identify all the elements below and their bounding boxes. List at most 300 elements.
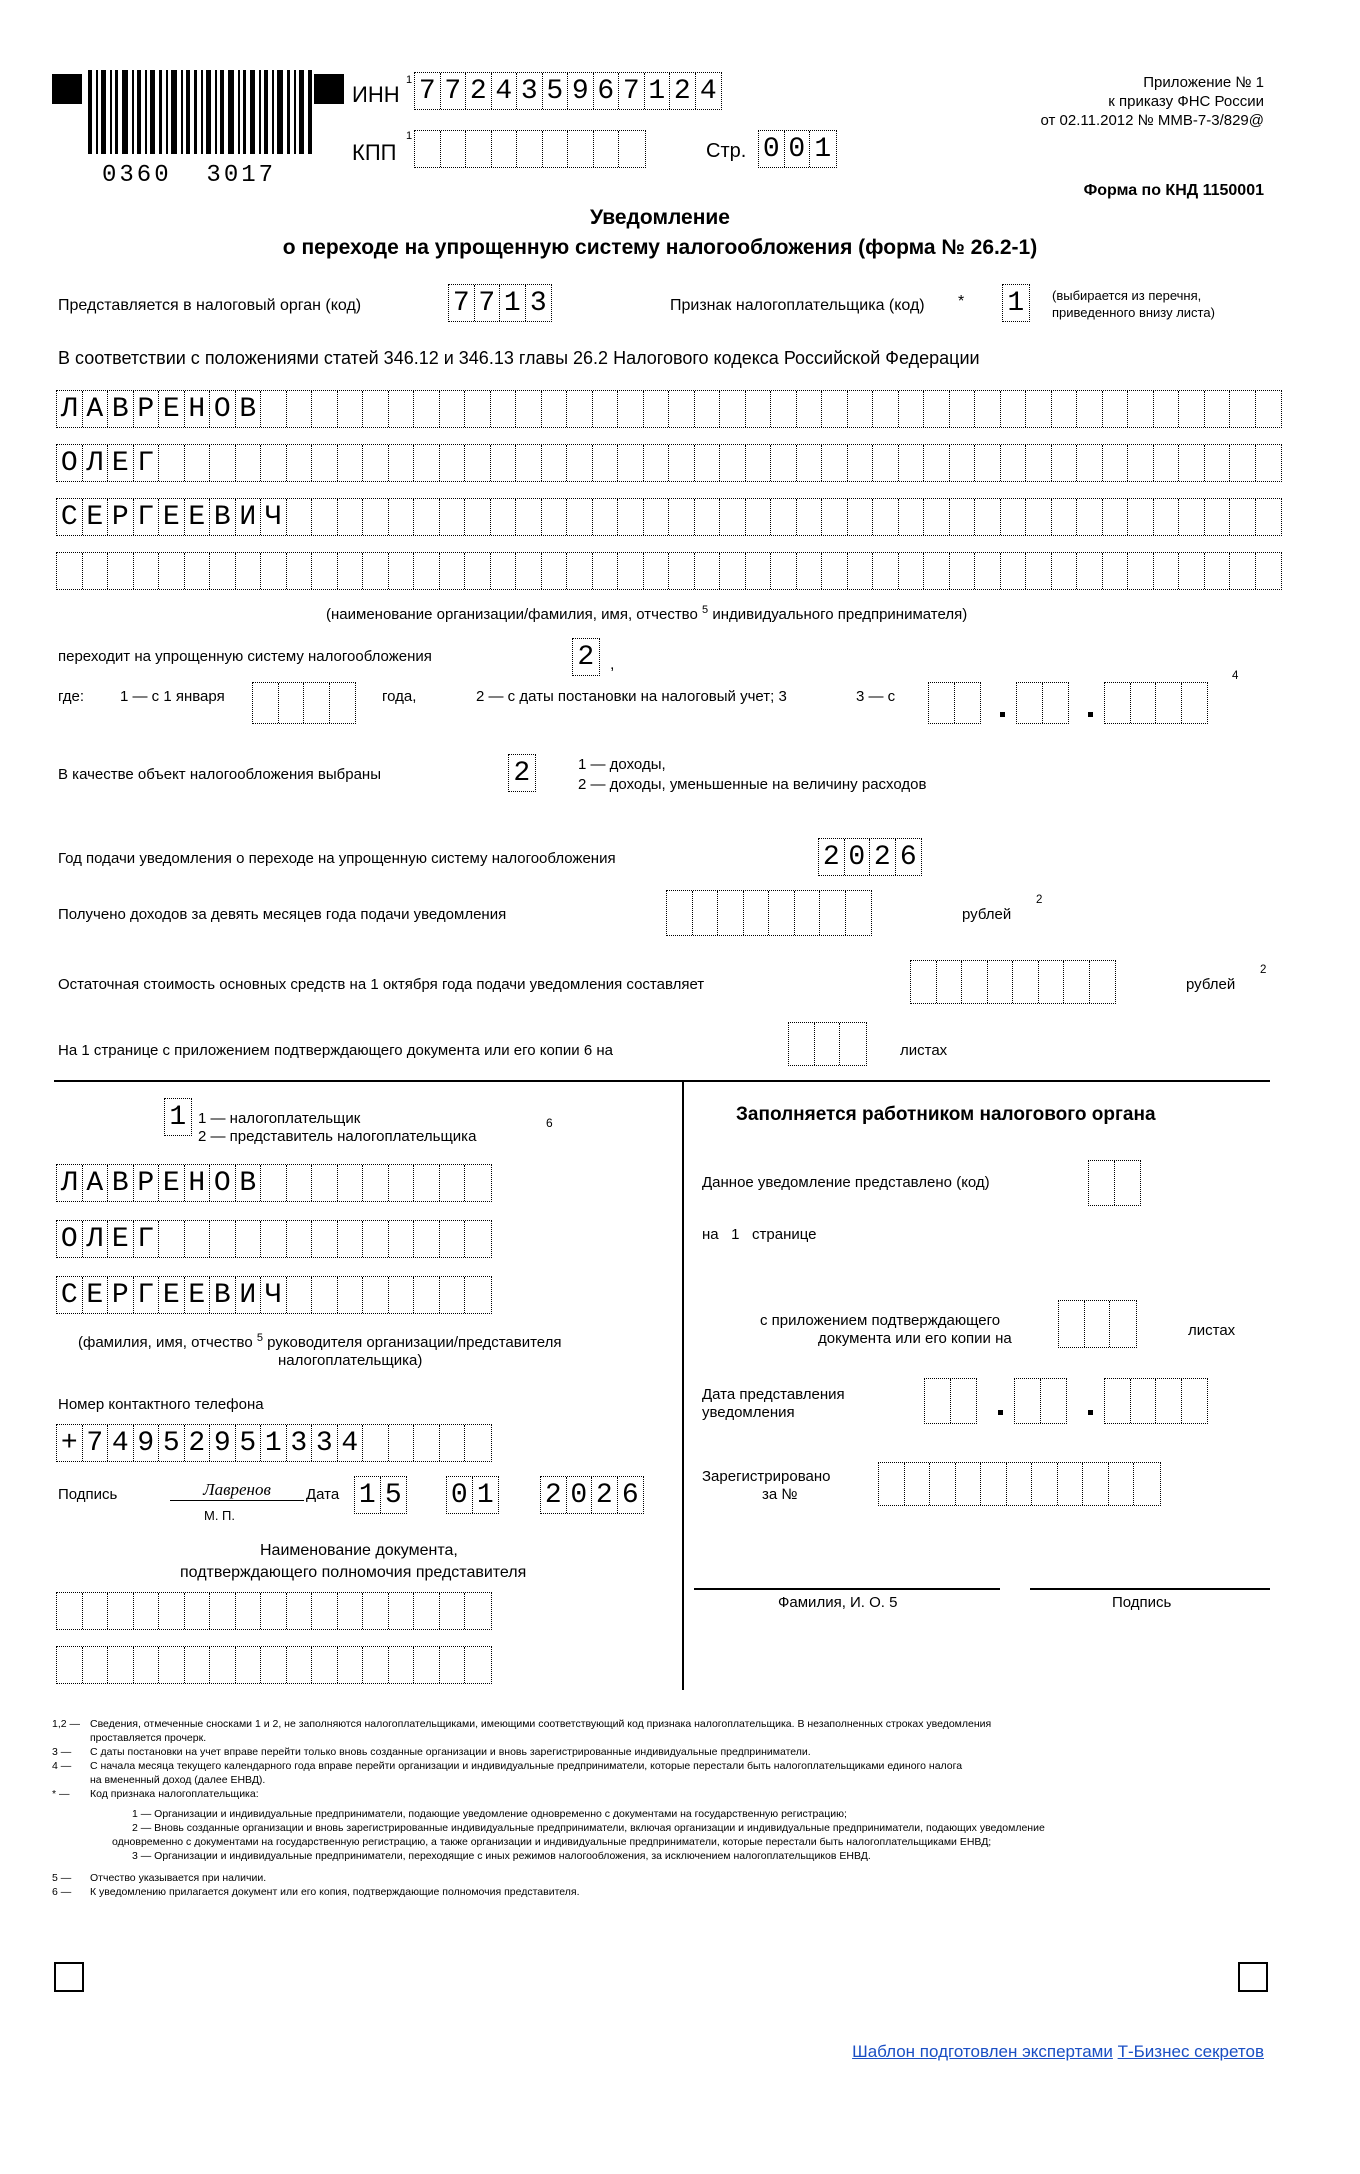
char-cell[interactable] <box>363 1647 389 1683</box>
char-cell[interactable] <box>465 1647 491 1683</box>
char-cell[interactable] <box>1182 1379 1208 1423</box>
char-cell[interactable] <box>669 553 695 589</box>
char-cell[interactable] <box>1090 961 1116 1003</box>
char-cell[interactable] <box>261 1165 287 1201</box>
char-cell[interactable] <box>1026 445 1052 481</box>
char-cell[interactable] <box>789 1023 815 1065</box>
char-cell[interactable] <box>1179 499 1205 535</box>
char-cell[interactable] <box>1077 445 1103 481</box>
char-cell[interactable]: + <box>57 1425 83 1461</box>
char-cell[interactable]: О <box>57 445 83 481</box>
char-cell[interactable] <box>414 1647 440 1683</box>
char-cell[interactable] <box>873 499 899 535</box>
char-cell[interactable] <box>516 445 542 481</box>
char-cell[interactable] <box>593 391 619 427</box>
char-cell[interactable] <box>414 445 440 481</box>
char-cell[interactable]: О <box>210 391 236 427</box>
char-cell[interactable]: Ч <box>261 1277 287 1313</box>
char-cell[interactable] <box>304 683 330 723</box>
char-cell[interactable] <box>1026 499 1052 535</box>
char-cell[interactable] <box>440 1165 466 1201</box>
char-cell[interactable] <box>57 553 83 589</box>
date-month-cells[interactable] <box>446 1476 499 1514</box>
char-cell[interactable]: Г <box>134 445 160 481</box>
char-cell[interactable] <box>441 131 467 167</box>
char-cell[interactable] <box>363 1277 389 1313</box>
opt3-month-cells[interactable] <box>1016 682 1069 724</box>
char-cell[interactable] <box>287 1593 313 1629</box>
char-cell[interactable] <box>185 445 211 481</box>
char-cell[interactable]: Р <box>108 499 134 535</box>
char-cell[interactable]: 7 <box>475 285 501 321</box>
char-cell[interactable] <box>414 1277 440 1313</box>
phone-cells[interactable] <box>56 1424 492 1462</box>
char-cell[interactable] <box>1052 445 1078 481</box>
char-cell[interactable] <box>516 553 542 589</box>
char-cell[interactable] <box>618 553 644 589</box>
char-cell[interactable] <box>338 553 364 589</box>
char-cell[interactable] <box>950 391 976 427</box>
char-cell[interactable] <box>950 499 976 535</box>
char-cell[interactable] <box>516 391 542 427</box>
char-cell[interactable] <box>962 961 988 1003</box>
char-cell[interactable] <box>1154 553 1180 589</box>
char-cell[interactable]: И <box>236 499 262 535</box>
char-cell[interactable] <box>720 499 746 535</box>
char-cell[interactable] <box>879 1463 905 1505</box>
jan-year-cells[interactable] <box>252 682 356 724</box>
char-cell[interactable]: Н <box>185 391 211 427</box>
char-cell[interactable] <box>465 1593 491 1629</box>
char-cell[interactable] <box>465 1425 491 1461</box>
taxpayer-sign-cells[interactable] <box>1002 284 1030 322</box>
char-cell[interactable] <box>414 1593 440 1629</box>
char-cell[interactable] <box>1103 553 1129 589</box>
char-cell[interactable]: 2 <box>670 73 696 109</box>
char-cell[interactable] <box>905 1463 931 1505</box>
name-line4-cells[interactable] <box>56 552 1282 590</box>
char-cell[interactable] <box>899 553 925 589</box>
char-cell[interactable]: Е <box>185 499 211 535</box>
char-cell[interactable] <box>414 391 440 427</box>
char-cell[interactable]: 6 <box>899 842 917 873</box>
char-cell[interactable] <box>287 499 313 535</box>
char-cell[interactable] <box>261 553 287 589</box>
char-cell[interactable] <box>338 1165 364 1201</box>
char-cell[interactable] <box>338 499 364 535</box>
char-cell[interactable] <box>771 445 797 481</box>
char-cell[interactable] <box>159 1647 185 1683</box>
char-cell[interactable] <box>848 391 874 427</box>
char-cell[interactable]: В <box>210 499 236 535</box>
char-cell[interactable] <box>644 391 670 427</box>
char-cell[interactable] <box>492 131 518 167</box>
char-cell[interactable] <box>899 391 925 427</box>
char-cell[interactable] <box>1105 683 1131 723</box>
char-cell[interactable] <box>1115 1161 1141 1205</box>
char-cell[interactable] <box>491 391 517 427</box>
char-cell[interactable] <box>57 1593 83 1629</box>
char-cell[interactable] <box>517 131 543 167</box>
char-cell[interactable]: Р <box>108 1277 134 1313</box>
char-cell[interactable] <box>797 499 823 535</box>
char-cell[interactable] <box>261 1593 287 1629</box>
char-cell[interactable] <box>338 1221 364 1257</box>
char-cell[interactable]: О <box>57 1221 83 1257</box>
char-cell[interactable] <box>338 445 364 481</box>
char-cell[interactable] <box>389 391 415 427</box>
char-cell[interactable]: 4 <box>492 73 518 109</box>
char-cell[interactable] <box>338 1647 364 1683</box>
char-cell[interactable] <box>1128 445 1154 481</box>
footer-link-text[interactable]: Шаблон подготовлен экспертами <box>852 2042 1113 2061</box>
char-cell[interactable] <box>134 1647 160 1683</box>
char-cell[interactable] <box>414 499 440 535</box>
char-cell[interactable] <box>924 391 950 427</box>
char-cell[interactable] <box>820 891 846 935</box>
char-cell[interactable] <box>440 391 466 427</box>
char-cell[interactable]: В <box>236 1165 262 1201</box>
char-cell[interactable]: И <box>236 1277 262 1313</box>
char-cell[interactable] <box>1043 683 1069 723</box>
char-cell[interactable] <box>695 391 721 427</box>
char-cell[interactable] <box>975 445 1001 481</box>
char-cell[interactable]: Е <box>108 445 134 481</box>
char-cell[interactable] <box>185 1593 211 1629</box>
char-cell[interactable]: В <box>108 391 134 427</box>
char-cell[interactable] <box>644 445 670 481</box>
char-cell[interactable]: Л <box>57 1165 83 1201</box>
char-cell[interactable] <box>363 445 389 481</box>
char-cell[interactable] <box>261 1221 287 1257</box>
char-cell[interactable] <box>1256 391 1282 427</box>
char-cell[interactable] <box>1154 445 1180 481</box>
char-cell[interactable] <box>440 1277 466 1313</box>
char-cell[interactable] <box>848 445 874 481</box>
char-cell[interactable]: 0 <box>785 131 811 167</box>
char-cell[interactable] <box>720 445 746 481</box>
char-cell[interactable] <box>465 1165 491 1201</box>
char-cell[interactable] <box>210 1221 236 1257</box>
char-cell[interactable] <box>543 131 569 167</box>
char-cell[interactable]: 5 <box>543 73 569 109</box>
income-cells[interactable] <box>666 890 872 936</box>
char-cell[interactable] <box>746 499 772 535</box>
char-cell[interactable] <box>1154 391 1180 427</box>
char-cell[interactable] <box>1007 1463 1033 1505</box>
char-cell[interactable] <box>338 1277 364 1313</box>
char-cell[interactable] <box>542 553 568 589</box>
char-cell[interactable] <box>644 553 670 589</box>
char-cell[interactable] <box>465 1277 491 1313</box>
char-cell[interactable] <box>440 1593 466 1629</box>
char-cell[interactable]: Р <box>134 391 160 427</box>
signer-line3-cells[interactable] <box>56 1276 492 1314</box>
object-cells[interactable] <box>508 754 536 792</box>
char-cell[interactable] <box>873 445 899 481</box>
char-cell[interactable] <box>669 445 695 481</box>
char-cell[interactable]: Е <box>159 499 185 535</box>
char-cell[interactable] <box>815 1023 841 1065</box>
char-cell[interactable]: 1 <box>1007 288 1025 319</box>
char-cell[interactable] <box>108 553 134 589</box>
char-cell[interactable]: 9 <box>210 1425 236 1461</box>
char-cell[interactable] <box>1077 391 1103 427</box>
char-cell[interactable] <box>1017 683 1043 723</box>
char-cell[interactable] <box>1205 391 1231 427</box>
char-cell[interactable] <box>797 391 823 427</box>
char-cell[interactable] <box>567 445 593 481</box>
char-cell[interactable]: 1 <box>169 1102 187 1133</box>
char-cell[interactable] <box>1085 1301 1111 1347</box>
signer-line2-cells[interactable] <box>56 1220 492 1258</box>
char-cell[interactable] <box>822 553 848 589</box>
tax-authority-code-cells[interactable] <box>448 284 552 322</box>
char-cell[interactable] <box>287 553 313 589</box>
char-cell[interactable] <box>1059 1301 1085 1347</box>
char-cell[interactable] <box>618 445 644 481</box>
char-cell[interactable]: 0 <box>845 839 871 875</box>
char-cell[interactable] <box>1052 553 1078 589</box>
char-cell[interactable] <box>930 1463 956 1505</box>
office-attach-cells[interactable] <box>1058 1300 1137 1348</box>
char-cell[interactable] <box>159 1593 185 1629</box>
char-cell[interactable] <box>389 1425 415 1461</box>
char-cell[interactable]: 7 <box>83 1425 109 1461</box>
char-cell[interactable] <box>338 1593 364 1629</box>
office-reg-cells[interactable] <box>878 1462 1161 1506</box>
signer-line1-cells[interactable] <box>56 1164 492 1202</box>
char-cell[interactable] <box>465 553 491 589</box>
char-cell[interactable] <box>695 499 721 535</box>
char-cell[interactable] <box>568 131 594 167</box>
char-cell[interactable] <box>975 553 1001 589</box>
char-cell[interactable] <box>363 1165 389 1201</box>
char-cell[interactable] <box>1179 445 1205 481</box>
char-cell[interactable]: 6 <box>594 73 620 109</box>
char-cell[interactable] <box>1105 1379 1131 1423</box>
char-cell[interactable] <box>236 1647 262 1683</box>
char-cell[interactable] <box>899 445 925 481</box>
date-day-cells[interactable] <box>354 1476 407 1514</box>
char-cell[interactable]: 9 <box>568 73 594 109</box>
char-cell[interactable] <box>1205 445 1231 481</box>
char-cell[interactable] <box>236 1221 262 1257</box>
char-cell[interactable] <box>593 445 619 481</box>
char-cell[interactable] <box>414 1425 440 1461</box>
char-cell[interactable] <box>950 553 976 589</box>
opt3-day-cells[interactable] <box>928 682 981 724</box>
char-cell[interactable] <box>848 553 874 589</box>
name-line1-cells[interactable] <box>56 390 1282 428</box>
char-cell[interactable]: Л <box>83 445 109 481</box>
char-cell[interactable] <box>287 391 313 427</box>
char-cell[interactable] <box>797 553 823 589</box>
char-cell[interactable] <box>389 445 415 481</box>
char-cell[interactable] <box>185 1221 211 1257</box>
char-cell[interactable] <box>1156 683 1182 723</box>
char-cell[interactable] <box>1039 961 1065 1003</box>
char-cell[interactable] <box>414 553 440 589</box>
char-cell[interactable] <box>312 553 338 589</box>
char-cell[interactable] <box>363 1593 389 1629</box>
char-cell[interactable] <box>1052 391 1078 427</box>
char-cell[interactable]: 1 <box>476 1480 494 1511</box>
char-cell[interactable]: Е <box>83 1277 109 1313</box>
char-cell[interactable] <box>822 391 848 427</box>
char-cell[interactable]: 0 <box>759 131 785 167</box>
char-cell[interactable]: В <box>236 391 262 427</box>
char-cell[interactable] <box>1001 391 1027 427</box>
char-cell[interactable]: 3 <box>287 1425 313 1461</box>
assets-cells[interactable] <box>910 960 1116 1004</box>
char-cell[interactable] <box>1128 499 1154 535</box>
char-cell[interactable]: Е <box>159 1277 185 1313</box>
char-cell[interactable] <box>1109 1463 1135 1505</box>
char-cell[interactable] <box>1001 553 1027 589</box>
office-date-day-cells[interactable] <box>924 1378 977 1424</box>
char-cell[interactable]: 9 <box>134 1425 160 1461</box>
char-cell[interactable] <box>253 683 279 723</box>
char-cell[interactable]: 4 <box>338 1425 364 1461</box>
char-cell[interactable] <box>975 391 1001 427</box>
char-cell[interactable]: Ч <box>261 499 287 535</box>
char-cell[interactable] <box>185 553 211 589</box>
char-cell[interactable]: 2 <box>592 1477 618 1513</box>
year-cells[interactable] <box>818 838 922 876</box>
char-cell[interactable] <box>414 1221 440 1257</box>
char-cell[interactable] <box>795 891 821 935</box>
char-cell[interactable] <box>210 445 236 481</box>
char-cell[interactable] <box>1256 553 1282 589</box>
office-date-year-cells[interactable] <box>1104 1378 1208 1424</box>
char-cell[interactable]: 5 <box>159 1425 185 1461</box>
kpp-cells[interactable] <box>414 130 646 168</box>
char-cell[interactable] <box>312 445 338 481</box>
char-cell[interactable]: 2 <box>513 758 531 789</box>
char-cell[interactable]: В <box>108 1165 134 1201</box>
char-cell[interactable] <box>389 1647 415 1683</box>
char-cell[interactable] <box>389 499 415 535</box>
char-cell[interactable] <box>771 391 797 427</box>
char-cell[interactable] <box>695 553 721 589</box>
char-cell[interactable] <box>899 499 925 535</box>
char-cell[interactable] <box>1026 553 1052 589</box>
char-cell[interactable] <box>669 499 695 535</box>
char-cell[interactable] <box>693 891 719 935</box>
char-cell[interactable] <box>159 553 185 589</box>
char-cell[interactable] <box>929 683 955 723</box>
char-cell[interactable] <box>312 499 338 535</box>
char-cell[interactable] <box>440 553 466 589</box>
char-cell[interactable] <box>975 499 1001 535</box>
char-cell[interactable] <box>667 891 693 935</box>
char-cell[interactable] <box>440 1647 466 1683</box>
char-cell[interactable] <box>363 391 389 427</box>
char-cell[interactable] <box>924 499 950 535</box>
char-cell[interactable] <box>312 1647 338 1683</box>
footer-brand-text[interactable]: Т-Бизнес секретов <box>1117 2042 1264 2061</box>
char-cell[interactable] <box>822 499 848 535</box>
char-cell[interactable] <box>746 445 772 481</box>
char-cell[interactable] <box>236 1593 262 1629</box>
char-cell[interactable] <box>746 553 772 589</box>
office-submitted-cells[interactable] <box>1088 1160 1141 1206</box>
char-cell[interactable] <box>840 1023 866 1065</box>
char-cell[interactable] <box>1026 391 1052 427</box>
char-cell[interactable] <box>1064 961 1090 1003</box>
char-cell[interactable] <box>542 499 568 535</box>
char-cell[interactable] <box>988 961 1014 1003</box>
char-cell[interactable] <box>363 1221 389 1257</box>
char-cell[interactable] <box>950 445 976 481</box>
char-cell[interactable]: Е <box>185 1277 211 1313</box>
char-cell[interactable] <box>644 499 670 535</box>
char-cell[interactable] <box>924 445 950 481</box>
char-cell[interactable] <box>389 1221 415 1257</box>
char-cell[interactable] <box>1015 1379 1041 1423</box>
char-cell[interactable] <box>1103 391 1129 427</box>
char-cell[interactable] <box>465 391 491 427</box>
char-cell[interactable]: А <box>83 1165 109 1201</box>
char-cell[interactable] <box>1154 499 1180 535</box>
doc-line1-cells[interactable] <box>56 1592 492 1630</box>
char-cell[interactable]: 2 <box>466 73 492 109</box>
char-cell[interactable] <box>185 1647 211 1683</box>
char-cell[interactable]: С <box>57 499 83 535</box>
char-cell[interactable] <box>848 499 874 535</box>
char-cell[interactable] <box>491 553 517 589</box>
char-cell[interactable] <box>1089 1161 1115 1205</box>
char-cell[interactable] <box>465 499 491 535</box>
char-cell[interactable] <box>1230 553 1256 589</box>
char-cell[interactable] <box>261 1647 287 1683</box>
char-cell[interactable] <box>1110 1301 1136 1347</box>
char-cell[interactable] <box>363 553 389 589</box>
char-cell[interactable] <box>312 391 338 427</box>
char-cell[interactable]: 0 <box>447 1477 473 1513</box>
char-cell[interactable]: 4 <box>699 76 717 107</box>
office-date-month-cells[interactable] <box>1014 1378 1067 1424</box>
char-cell[interactable] <box>465 445 491 481</box>
char-cell[interactable] <box>593 553 619 589</box>
char-cell[interactable] <box>1182 683 1208 723</box>
char-cell[interactable] <box>389 1593 415 1629</box>
char-cell[interactable]: 1 <box>645 73 671 109</box>
char-cell[interactable]: 2 <box>577 642 595 673</box>
char-cell[interactable] <box>695 445 721 481</box>
char-cell[interactable] <box>744 891 770 935</box>
char-cell[interactable]: 4 <box>108 1425 134 1461</box>
char-cell[interactable] <box>981 1463 1007 1505</box>
date-year-cells[interactable] <box>540 1476 644 1514</box>
char-cell[interactable]: 2 <box>819 839 845 875</box>
char-cell[interactable] <box>1058 1463 1084 1505</box>
char-cell[interactable] <box>466 131 492 167</box>
char-cell[interactable]: 7 <box>619 73 645 109</box>
char-cell[interactable] <box>279 683 305 723</box>
char-cell[interactable] <box>134 553 160 589</box>
char-cell[interactable]: Л <box>57 391 83 427</box>
char-cell[interactable] <box>911 961 937 1003</box>
char-cell[interactable] <box>1205 553 1231 589</box>
char-cell[interactable] <box>287 1221 313 1257</box>
footer-link[interactable] <box>852 2042 1264 2062</box>
char-cell[interactable]: 0 <box>567 1477 593 1513</box>
char-cell[interactable]: Н <box>185 1165 211 1201</box>
char-cell[interactable] <box>389 553 415 589</box>
char-cell[interactable] <box>1041 1379 1067 1423</box>
